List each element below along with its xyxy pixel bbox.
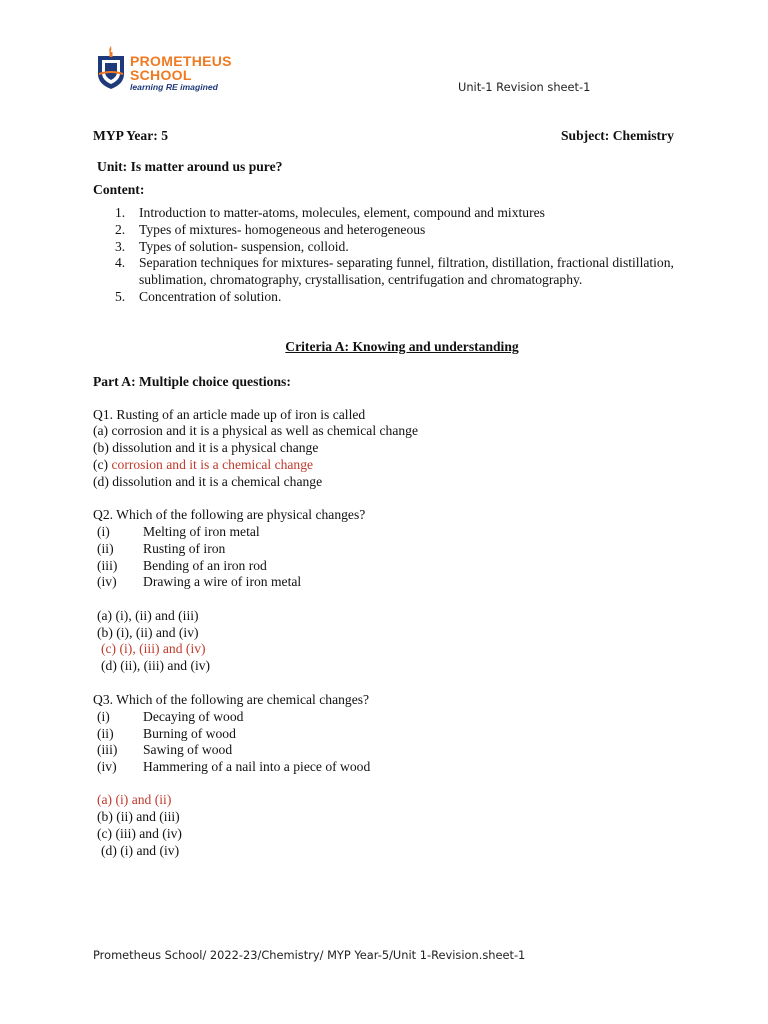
content-label: Content:	[93, 182, 145, 197]
unit-label: Unit: Is matter around us pure?	[97, 159, 283, 174]
q3-statement: (i) Decaying of wood	[97, 709, 244, 724]
q3-option-d: (d) (i) and (iv)	[101, 843, 180, 858]
school-logo	[94, 44, 244, 96]
q3-statement: (iii) Sawing of wood	[97, 742, 233, 757]
logo-line-2: SCHOOL	[130, 67, 192, 83]
q1-option-d: (d) dissolution and it is a chemical change	[93, 474, 323, 489]
q1-option-c: (c) corrosion and it is a chemical change	[93, 457, 314, 472]
year-label: MYP Year: 5	[93, 128, 168, 143]
content-list	[115, 205, 695, 306]
list-item: 1. Introduction to matter-atoms, molecules, element, compound and mixtures	[115, 205, 545, 220]
q3-statement: (iv) Hammering of a nail into a piece of wood	[97, 759, 371, 774]
shield-crest-icon	[94, 44, 128, 90]
q2-option-b: (b) (i), (ii) and (iv)	[97, 625, 199, 640]
logo-tagline: learning RE imagined	[130, 82, 218, 92]
q2-statement: (iii) Bending of an iron rod	[97, 558, 267, 573]
list-item: 4. Separation techniques for mixtures- separating funnel, filtration, distillation, fractional distillation, sublimation, chromatography, crystallisation, centrifugation and chromatography.	[115, 255, 674, 288]
q2-statement: (iv) Drawing a wire of iron metal	[97, 574, 302, 589]
question-1: Q1. Rusting of an article made up of iron is called	[93, 407, 366, 422]
logo-line-1: PROMETHEUS	[130, 53, 232, 69]
q1-option-a: (a) corrosion and it is a physical as well as chemical change	[93, 423, 418, 438]
question-3: Q3. Which of the following are chemical changes?	[93, 692, 370, 707]
sheet-title: Unit-1 Revision sheet-1	[458, 80, 591, 94]
q1-option-b: (b) dissolution and it is a physical change	[93, 440, 319, 455]
q2-statement: (i) Melting of iron metal	[97, 524, 260, 539]
list-item: 3. Types of solution- suspension, colloid.	[115, 238, 349, 254]
question-2: Q2. Which of the following are physical changes?	[93, 507, 366, 522]
part-a-heading: Part A: Multiple choice questions:	[93, 374, 291, 389]
list-item: 2. Types of mixtures- homogeneous and heterogeneous	[115, 221, 426, 237]
q3-option-b: (b) (ii) and (iii)	[97, 809, 180, 824]
criteria-heading: Criteria A: Knowing and understanding	[285, 339, 519, 354]
q2-statement: (ii) Rusting of iron	[97, 541, 226, 556]
q3-option-a-correct: (a) (i) and (ii)	[97, 792, 172, 807]
subject-label: Subject: Chemistry	[561, 128, 674, 143]
q2-option-c-correct: (c) (i), (iii) and (iv)	[101, 641, 206, 656]
q3-option-c: (c) (iii) and (iv)	[97, 826, 182, 841]
q2-option-d: (d) (ii), (iii) and (iv)	[101, 658, 211, 673]
page-footer: Prometheus School/ 2022-23/Chemistry/ MYP Year-5/Unit 1-Revision.sheet-1	[93, 948, 526, 962]
q3-statement: (ii) Burning of wood	[97, 726, 236, 741]
q2-option-a: (a) (i), (ii) and (iii)	[97, 608, 199, 623]
list-item: 5. Concentration of solution.	[115, 288, 282, 304]
correct-answer: corrosion and it is a chemical change	[111, 457, 314, 472]
